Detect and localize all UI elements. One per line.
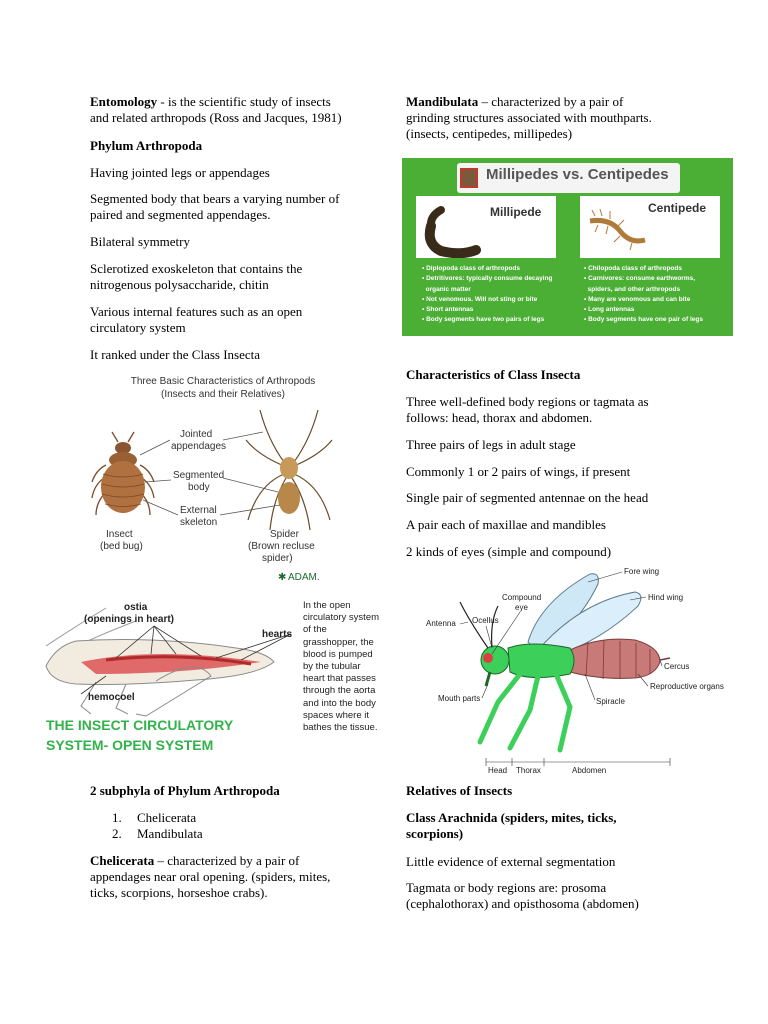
label-external: External — [180, 505, 217, 516]
insecta-point: Single pair of segmented antennae on the head — [406, 490, 649, 505]
insecta-point: Three well-defined body regions or tagmata as follows: head, thorax and abdomen. — [406, 394, 649, 425]
arachnida-point: Tagmata or body regions are: prosoma (cephalothorax) and opisthosoma (abdomen) — [406, 880, 639, 911]
label-ostia: ostia — [124, 602, 148, 613]
phylum-point: It ranked under the Class Insecta — [90, 347, 261, 362]
label-hearts: hearts — [262, 629, 293, 640]
label-brown-recluse: (Brown recluse — [248, 541, 315, 552]
entomology-term: Entomology — [90, 94, 158, 109]
insect-drawing — [460, 574, 670, 750]
spider-drawing — [246, 410, 332, 530]
comparison-title: Millipedes vs. Centipedes — [486, 166, 669, 183]
circulatory-system-figure — [36, 596, 301, 766]
bed-bug-drawing — [92, 432, 154, 515]
fig1-subtitle: (Insects and their Relatives) — [161, 389, 285, 400]
phylum-point: Various internal features such as an open circulatory system — [90, 304, 303, 335]
list-item: 2. Mandibulata — [112, 826, 203, 841]
arachnida-point: Little evidence of external segmentation — [406, 854, 616, 869]
phylum-heading: Phylum Arthropoda — [90, 138, 203, 153]
label-hind-wing: Hind wing — [648, 593, 684, 602]
millipede-label: Millipede — [490, 205, 542, 219]
label-body: body — [188, 482, 210, 493]
label-abdomen: Abdomen — [572, 766, 607, 775]
label-antenna: Antenna — [426, 619, 456, 628]
phylum-point: Segmented body that bears a varying number of paired and segmented appendages. — [90, 191, 340, 222]
insecta-point: Three pairs of legs in adult stage — [406, 437, 576, 452]
centipede-label: Centipede — [648, 201, 707, 215]
label-spiracle: Spiracle — [596, 697, 625, 706]
insecta-point: 2 kinds of eyes (simple and compound) — [406, 544, 612, 559]
label-fore-wing: Fore wing — [624, 567, 660, 576]
phylum-point: Sclerotized exoskeleton that contains the nitrogenous polysaccharide, chitin — [90, 261, 303, 292]
circulatory-description: In the open circulatory system of the grasshopper, the blood is pumped by the tubular heart that passes through the aorta and into the body spaces where it bathes the tissue. — [303, 600, 380, 734]
millipedes-vs-centipedes-figure — [402, 158, 733, 336]
entomology-definition: Entomology - is the scientific study of insects and related arthropods (Ross and Jacques, 1981) — [90, 94, 342, 125]
label-mouth-parts: Mouth parts — [438, 694, 481, 703]
label-reproductive: Reproductive organs — [650, 682, 724, 691]
arthropod-characteristics-figure — [88, 370, 358, 585]
label-appendages: appendages — [171, 441, 227, 452]
label-jointed: Jointed — [180, 429, 213, 440]
adam-star-icon: ✱ — [278, 572, 287, 583]
circulatory-title: SYSTEM- OPEN SYSTEM — [46, 737, 214, 753]
label-bed-bug: (bed bug) — [100, 541, 143, 552]
millipede-points: • Diplopoda class of arthropods • Detritivores: typically consume decaying organic matter • Not venomous. Will not sting or bite • Short antennas • Body segments have two pairs of legs — [422, 265, 553, 324]
label-ocellus: Ocellus — [472, 616, 499, 625]
book-icon — [460, 168, 478, 188]
chelicerata-definition: Chelicerata – characterized by a pair of appendages near oral opening. (spiders, mites, ticks, scorpions, horseshoe crabs). — [90, 853, 331, 900]
centipede-points: • Chilopoda class of arthropods • Carnivores: consume earthworms, spiders, and other arthropods • Many are venomous and can bite • Long antennas • Body segments have one pair of legs — [584, 265, 703, 324]
label-eye: eye — [515, 603, 528, 612]
circulatory-title: THE INSECT CIRCULATORY — [46, 717, 234, 733]
mandibulata-definition: Mandibulata – characterized by a pair of grinding structures associated with mouthparts. (insects, centipedes, millipedes) — [406, 94, 652, 141]
insecta-point: A pair each of maxillae and mandibles — [406, 517, 606, 532]
relatives-heading: Relatives of Insects — [406, 783, 513, 798]
label-skeleton: skeleton — [180, 517, 218, 528]
insecta-heading: Characteristics of Class Insecta — [406, 367, 581, 382]
label-cercus: Cercus — [664, 662, 690, 671]
label-segmented: Segmented — [173, 470, 225, 481]
arachnida-heading: Class Arachnida (spiders, mites, ticks, scorpions) — [406, 810, 617, 841]
insect-anatomy-figure — [420, 562, 735, 777]
list-item: 1. Chelicerata — [112, 810, 197, 825]
label-head: Head — [488, 766, 508, 775]
fig1-title: Three Basic Characteristics of Arthropods — [130, 376, 316, 387]
label-openings: (openings in heart) — [84, 614, 174, 625]
label-hemocoel: hemocoel — [88, 692, 135, 703]
label-spider-close: spider) — [262, 553, 293, 564]
phylum-point: Having jointed legs or appendages — [90, 165, 270, 180]
centipede-panel — [580, 196, 720, 258]
label-insect: Insect — [106, 529, 133, 540]
insecta-point: Commonly 1 or 2 pairs of wings, if present — [406, 464, 631, 479]
adam-logo: ADAM. — [288, 572, 320, 583]
millipede-panel — [416, 196, 556, 258]
label-compound: Compound — [502, 593, 542, 602]
label-thorax: Thorax — [516, 766, 541, 775]
subphyla-heading: 2 subphyla of Phylum Arthropoda — [90, 783, 280, 798]
label-spider: Spider — [270, 529, 299, 540]
phylum-point: Bilateral symmetry — [90, 234, 191, 249]
